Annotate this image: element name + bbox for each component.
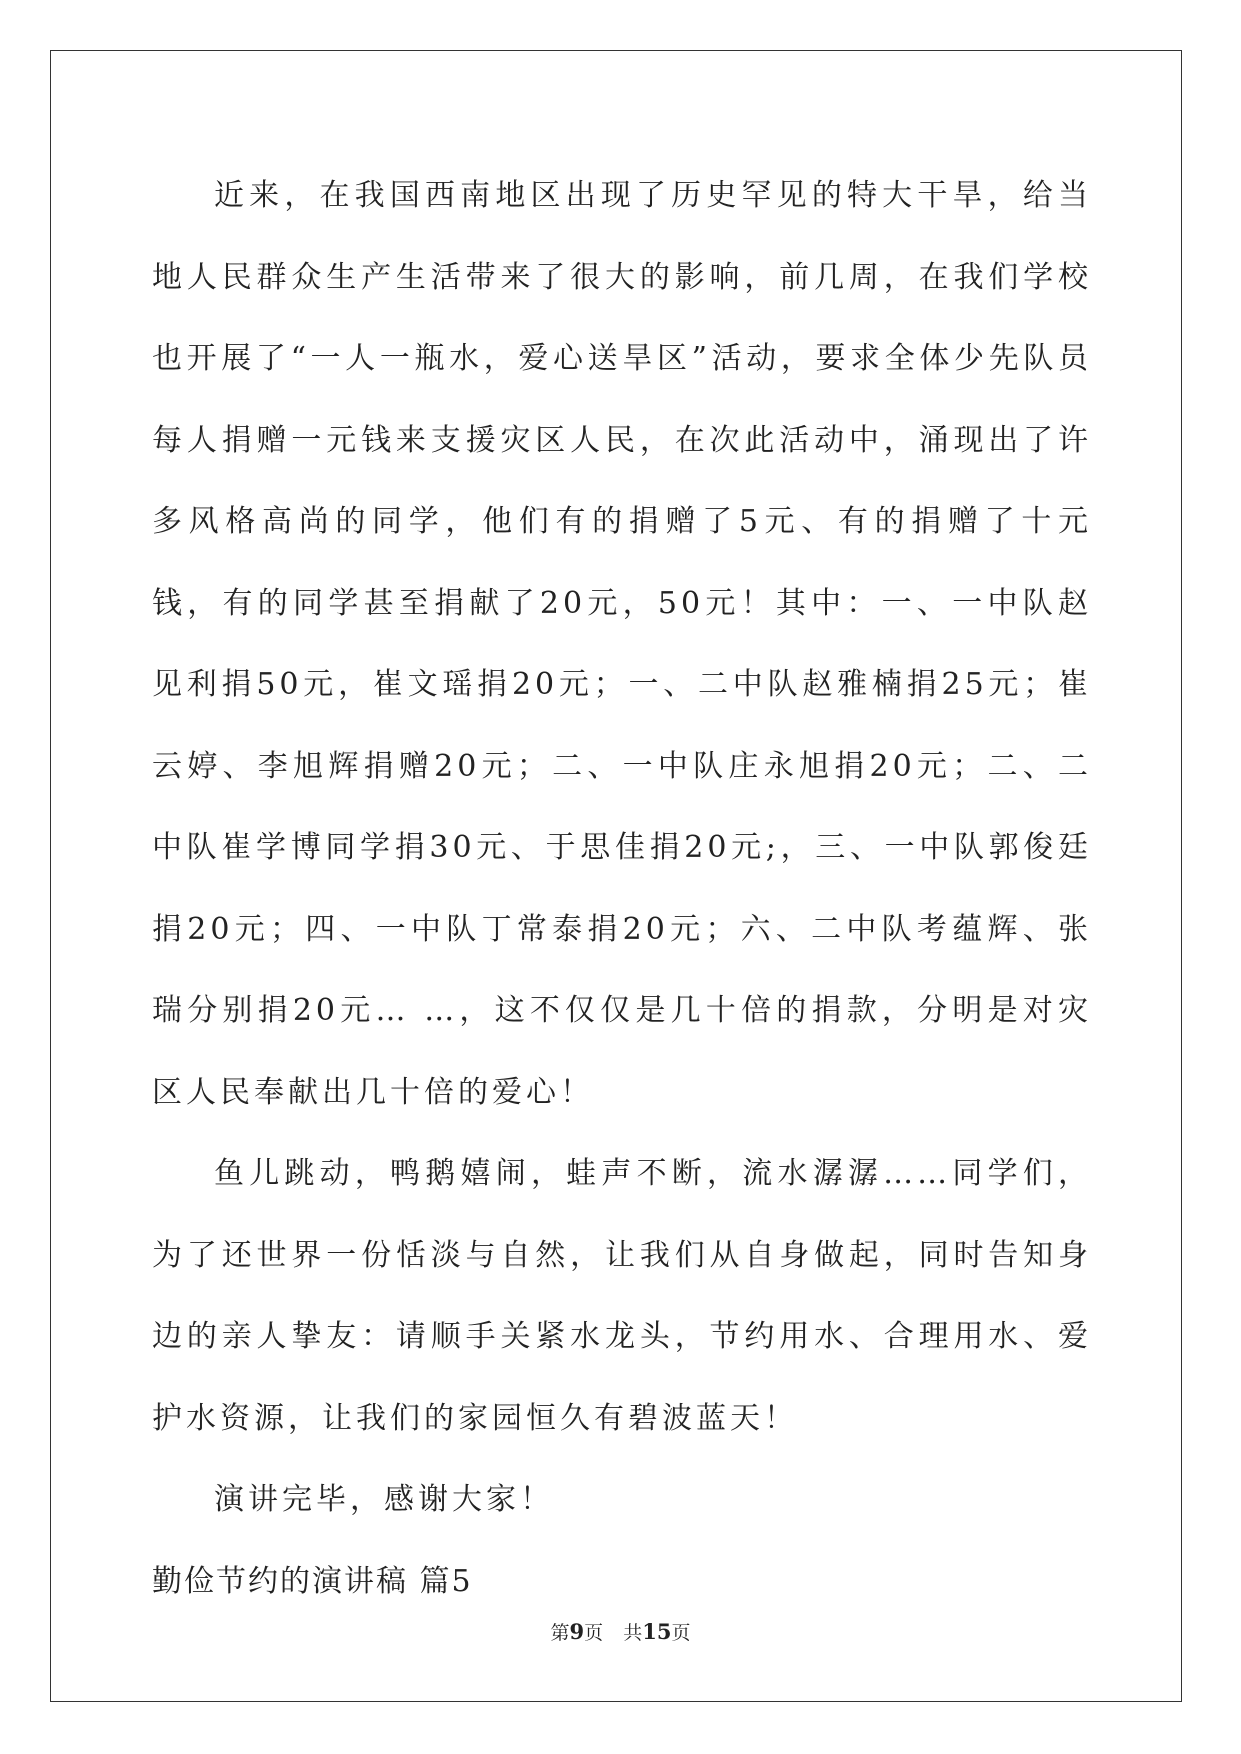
document-body [152,155,1092,1622]
page-suffix: 页 [584,1622,604,1644]
page-prefix: 第 [550,1622,570,1644]
total-prefix: 共 [623,1622,643,1644]
page-current: 9 [569,1619,585,1644]
paragraph-water-appeal: 鱼儿跳动，鸭鹅嬉闹，蛙声不断，流水潺潺……同学们，为了还世界一份恬淡与自然，让我们从自身做起，同时告知身边的亲人挚友：请顺手关紧水龙头，节约用水、合理用水、爱护水资源，让我们的家园恒久有碧波蓝天！ [152,1156,1092,1436]
paragraph-donations: 近来，在我国西南地区出现了历史罕见的特大干旱，给当地人民群众生产生活带来了很大的影响，前几周，在我们学校也开展了“一人一瓶水，爱心送旱区”活动，要求全体少先队员每人捐赠一元钱来支援灾区人民，在次此活动中，涌现出了许多风格高尚的同学，他们有的捐赠了5元、有的捐赠了十元钱，有的同学甚至捐献了20元，50元！其中：一、一中队赵见利捐50元，崔文瑶捐20元；一、二中队赵雅楠捐25元；崔云婷、李旭辉捐赠20元；二、一中队庄永旭捐20元；二、二中队崔学博同学捐30元、于思佳捐20元;，三、一中队郭俊廷捐20元；四、一中队丁常泰捐20元；六、二中队考蕴辉、张瑞分别捐20元… …，这不仅仅是几十倍的捐款，分明是对灾区人民奉献出几十倍的爱心！ [152,178,1092,1110]
page-footer [0,1618,1241,1645]
section-heading: 勤俭节约的演讲稿 篇5 [152,1563,473,1599]
total-suffix: 页 [671,1622,691,1644]
paragraph-closing: 演讲完毕，感谢大家！ [214,1482,554,1517]
page-total: 15 [642,1619,672,1644]
